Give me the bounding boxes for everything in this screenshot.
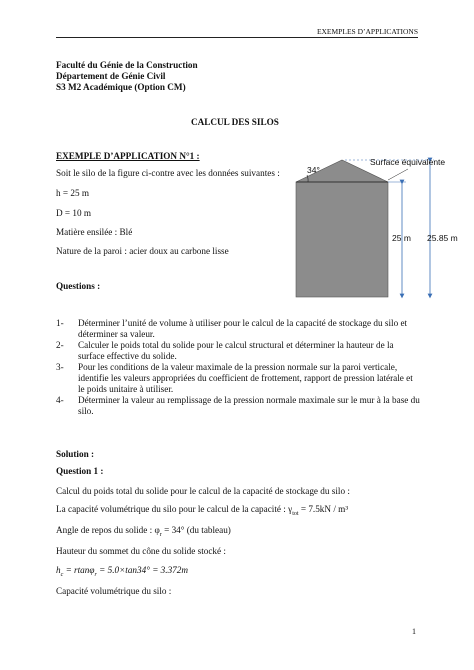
solution-line-6: Capacité volumétrique du silo : xyxy=(56,586,172,596)
question-text: Déterminer la valeur au remplissage de la pression normale maximale sur le mur à la base du silo. xyxy=(78,395,420,416)
page-number: 1 xyxy=(412,627,416,636)
questions-heading: Questions : xyxy=(56,281,101,291)
institution-line-1: Faculté du Génie de la Construction xyxy=(56,60,198,70)
question1-heading: Question 1 : xyxy=(56,466,104,476)
header-rule xyxy=(56,37,418,38)
surface-leader-line xyxy=(388,169,408,180)
total-height-label: 25.85 m xyxy=(427,233,458,243)
document-title: CALCUL DES SILOS xyxy=(191,117,279,127)
surface-label: Surface équivalente xyxy=(370,157,446,167)
questions-list xyxy=(56,318,421,417)
example-intro: Soit le silo de la figure ci-contre avec les données suivantes : xyxy=(56,168,280,178)
question-item xyxy=(56,318,421,340)
question-text: Calculer le poids total du solide pour le calcul structural et déterminer la hauteur de la surface effective du solide. xyxy=(78,340,394,361)
question-number: 4- xyxy=(56,395,64,405)
question-item xyxy=(56,362,421,395)
example-heading: EXEMPLE D’APPLICATION N°1 : xyxy=(56,151,200,161)
solution-heading: Solution : xyxy=(56,449,95,459)
solution-line-1: Calcul du poids total du solide pour le calcul de la capacité de stockage du silo : xyxy=(56,486,350,496)
question-number: 2- xyxy=(56,340,64,350)
angle-label: 34° xyxy=(307,165,320,175)
institution-line-3: S3 M2 Académique (Option CM) xyxy=(56,82,186,92)
question-text: Pour les conditions de la valeur maximale de la pression normale sur la paroi verticale, identifie les valeurs appropriées du coefficient de frottement, rapport de pression latérale et le poids unitaire à utiliser. xyxy=(78,362,413,394)
silo-figure xyxy=(290,152,460,302)
data-diameter: D = 10 m xyxy=(56,208,92,218)
wall-type: Nature de la paroi : acier doux au carbone lisse xyxy=(56,246,229,256)
data-height: h = 25 m xyxy=(56,188,89,198)
height-label: 25 m xyxy=(392,233,411,243)
question-text: Déterminer l’unité de volume à utiliser pour le calcul de la capacité de stockage du silo et déterminer sa valeur. xyxy=(78,318,408,339)
stored-material: Matière ensilée : Blé xyxy=(56,227,133,237)
question-number: 3- xyxy=(56,362,64,372)
silo-body xyxy=(296,182,388,297)
institution-line-2: Département de Génie Civil xyxy=(56,71,166,81)
solution-line-4: Hauteur du sommet du cône du solide stocké : xyxy=(56,546,226,556)
question-number: 1- xyxy=(56,318,64,328)
solution-line-3: Angle de repos du solide : $\varphi_r = 34^\circ$ (du tableau) xyxy=(56,525,231,538)
question-item xyxy=(56,340,421,362)
cone-height-formula: $h_c = rtan\varphi_r = 5.0\times\tan 34^\circ = 3.372m$ xyxy=(56,565,188,578)
solution-line-2: La capacité volumétrique du silo pour le calcul de la capacité : $\gamma_{tot} = 7.5kN / m^3$ xyxy=(56,504,349,517)
running-header: EXEMPLES D’APPLICATIONS xyxy=(316,27,418,36)
question-item xyxy=(56,395,421,417)
